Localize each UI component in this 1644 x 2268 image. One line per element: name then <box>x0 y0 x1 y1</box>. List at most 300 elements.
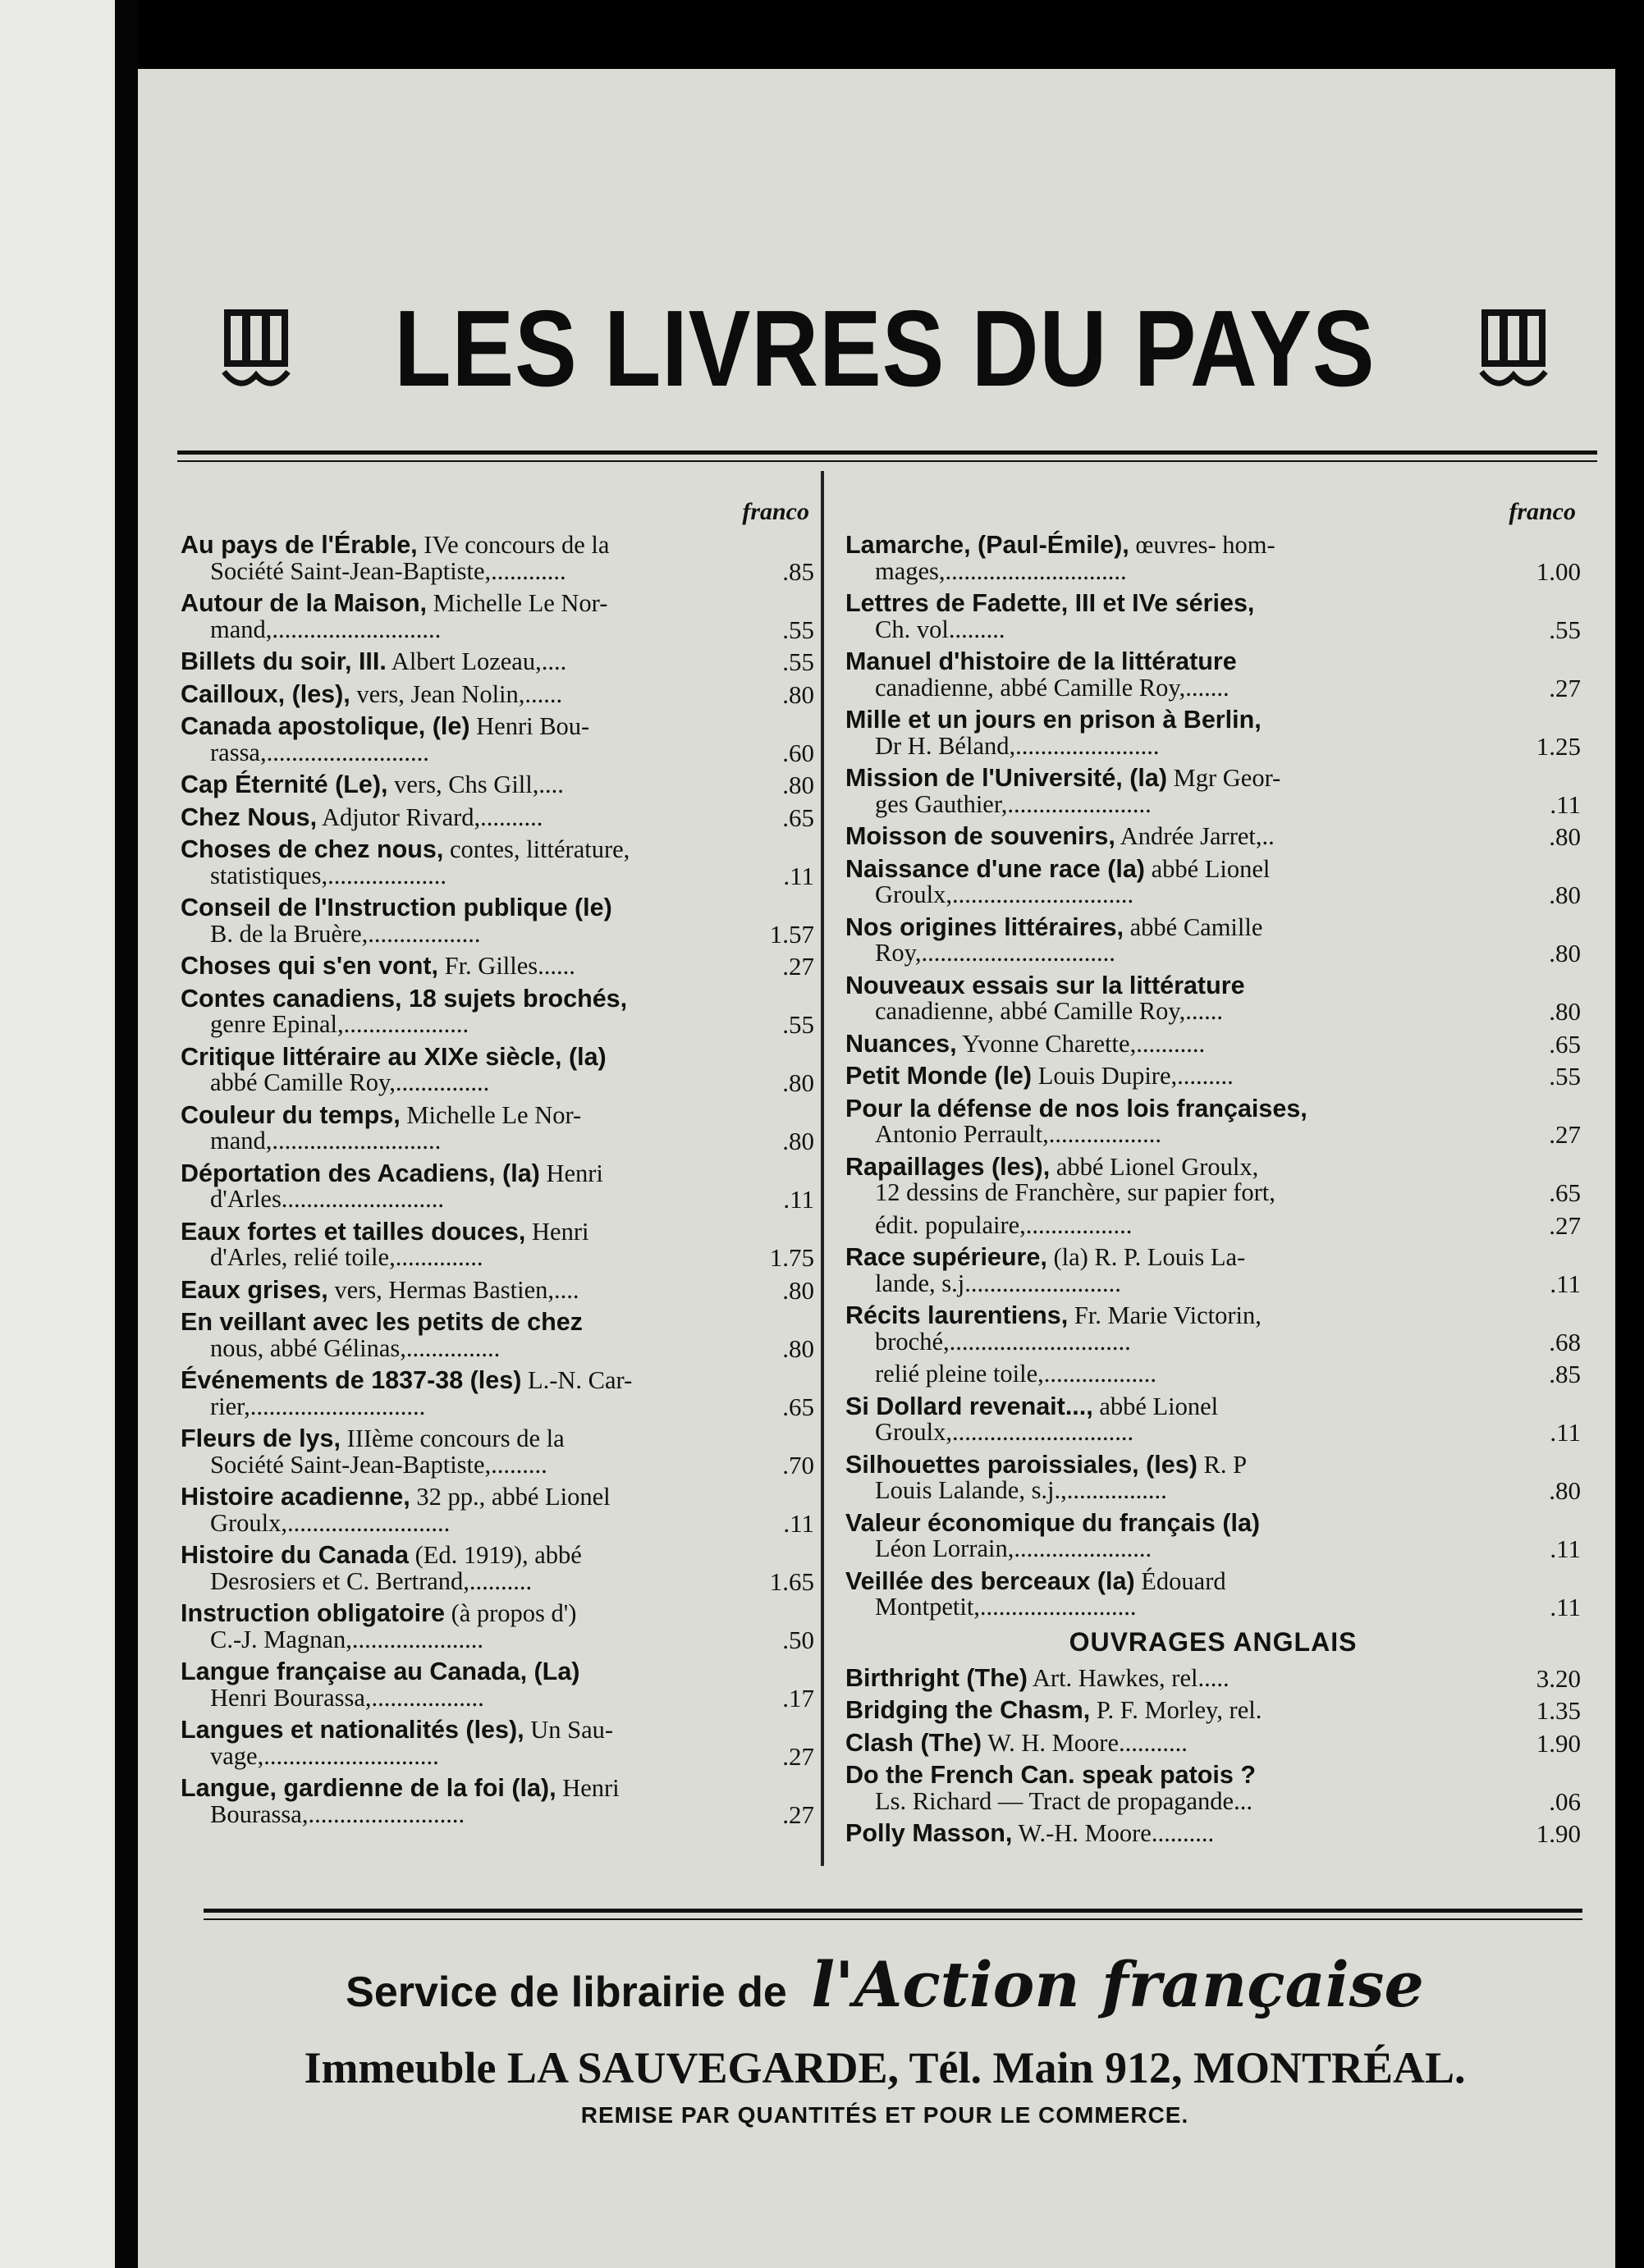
book-entry-text <box>181 649 739 675</box>
book-detail-continued: broché,............................. <box>875 1327 1131 1356</box>
book-detail: vers, Hermas Bastien,.... <box>334 1275 579 1304</box>
book-title: Do the French Can. speak patois ? <box>845 1761 1256 1789</box>
book-title: Manuel d'histoire de la littérature <box>845 647 1237 675</box>
book-detail: L.-N. Car- <box>527 1366 633 1394</box>
book-detail-continued: Dr H. Béland,....................... <box>875 731 1160 760</box>
book-price: 1.90 <box>1536 1819 1581 1848</box>
book-detail-continued: nous, abbé Gélinas,............... <box>210 1333 501 1362</box>
book-entry-text <box>181 1426 739 1478</box>
book-detail: Albert Lozeau,.... <box>391 647 567 675</box>
book-detail-continued: Groulx,.......................... <box>210 1508 451 1537</box>
book-entry-text <box>181 837 739 889</box>
book-entry-text <box>845 824 1505 850</box>
book-detail-continued: d'Arles, relié toile,.............. <box>210 1243 483 1271</box>
book-detail: IVe concours de la <box>424 531 610 559</box>
book-price: .06 <box>1549 1786 1581 1816</box>
book-entry-text <box>845 1728 1505 1757</box>
book-entry-variant <box>845 1210 1581 1240</box>
book-title: Polly Masson, <box>845 1819 1013 1847</box>
book-price: .27 <box>1549 673 1581 702</box>
book-entry <box>845 1566 1581 1621</box>
book-detail-continued: Desrosiers et C. Bertrand,.......... <box>210 1566 533 1595</box>
book-detail: vers, Jean Nolin,...... <box>356 679 563 708</box>
book-entry <box>181 1717 814 1769</box>
book-title: Naissance d'une race (la) <box>845 854 1145 883</box>
right-book-list <box>845 533 1581 1621</box>
book-entry-text <box>181 1042 739 1096</box>
book-entry <box>845 1152 1581 1207</box>
book-detail-continued: statistiques,................... <box>210 861 447 889</box>
book-title: Langue, gardienne de la foi (la), <box>181 1774 556 1802</box>
book-price: .55 <box>782 615 814 644</box>
book-detail: Art. Hawkes, rel..... <box>1032 1663 1230 1692</box>
book-price: .27 <box>782 952 814 981</box>
book-entry-text <box>845 973 1505 1025</box>
book-entry-text <box>181 1659 739 1711</box>
ornament-right-icon <box>1478 303 1549 393</box>
book-price: .27 <box>1549 1120 1581 1149</box>
book-price: .80 <box>1549 880 1581 909</box>
book-entry-text <box>181 802 739 831</box>
book-entry <box>181 1042 814 1097</box>
book-title: Petit Monde (le) <box>845 1062 1033 1090</box>
book-entry <box>181 1543 814 1594</box>
book-price: .11 <box>1550 789 1581 819</box>
book-entry <box>181 1601 814 1653</box>
book-title: Choses de chez nous, <box>181 835 444 863</box>
book-detail: Mgr Geor- <box>1173 764 1281 792</box>
book-price: .80 <box>782 1068 814 1097</box>
book-entry-text <box>181 533 739 584</box>
book-detail: Édouard <box>1141 1566 1226 1595</box>
book-price: .11 <box>1550 1418 1581 1447</box>
book-entry <box>845 912 1581 967</box>
book-detail: œuvres- hom- <box>1135 531 1275 559</box>
book-title: Lamarche, (Paul-Émile), <box>845 531 1129 559</box>
left-book-column <box>181 492 814 1834</box>
book-entry-text <box>845 1763 1505 1814</box>
book-title: Autour de la Maison, <box>181 589 427 617</box>
book-title: En veillant avec les petits de chez <box>181 1308 583 1336</box>
book-entry-text <box>845 1663 1505 1692</box>
book-price: .80 <box>782 1275 814 1305</box>
book-entry <box>845 1508 1581 1563</box>
book-price: .65 <box>782 802 814 832</box>
book-title: Instruction obligatoire <box>181 1599 445 1627</box>
book-entry-text <box>845 1031 1505 1058</box>
book-price: .11 <box>1550 1593 1581 1621</box>
book-detail-continued: vage,............................ <box>210 1741 439 1770</box>
book-title: Au pays de l'Érable, <box>181 531 418 559</box>
book-variant-price: .27 <box>1549 1210 1581 1240</box>
book-price: 3.20 <box>1536 1663 1581 1693</box>
book-entry <box>845 707 1581 759</box>
footer-rule-thin <box>204 1918 1582 1920</box>
book-entry-text <box>181 1100 739 1155</box>
book-price: 1.25 <box>1536 731 1581 761</box>
book-entry <box>181 679 814 709</box>
book-title: Moisson de souvenirs, <box>845 822 1115 850</box>
book-title: Nouveaux essais sur la littérature <box>845 971 1245 999</box>
book-entry <box>845 1031 1581 1058</box>
book-entry <box>845 591 1581 642</box>
book-detail: Louis Dupire,......... <box>1037 1062 1234 1090</box>
book-title: Histoire acadienne, <box>181 1483 410 1511</box>
book-entry-text <box>845 1394 1505 1446</box>
book-entry <box>181 1659 814 1711</box>
book-detail-continued: Groulx,............................. <box>875 1418 1134 1446</box>
book-detail: R. P <box>1203 1450 1248 1479</box>
book-title: Conseil de l'Instruction publique (le) <box>181 894 612 921</box>
book-detail: W. H. Moore........... <box>987 1728 1188 1757</box>
book-detail-continued: B. de la Bruère,.................. <box>210 919 481 948</box>
book-entry-text <box>181 1601 739 1653</box>
book-detail: abbé Lionel Groulx, <box>1056 1152 1259 1181</box>
book-detail-continued: Louis Lalande, s.j.,................ <box>875 1476 1167 1504</box>
book-entry-text <box>845 707 1505 759</box>
book-detail: Henri Bou- <box>476 712 590 740</box>
book-price: .11 <box>1550 1269 1581 1298</box>
book-entry-text <box>845 854 1505 908</box>
price-header: franco <box>742 498 809 525</box>
book-entry-text <box>845 766 1505 817</box>
book-entry <box>181 533 814 584</box>
book-title: Nuances, <box>845 1029 957 1058</box>
book-entry <box>845 1063 1581 1090</box>
book-price: .50 <box>782 1625 814 1654</box>
book-detail-continued: Groulx,............................. <box>875 880 1134 908</box>
book-price: 1.75 <box>769 1243 814 1272</box>
book-title: Événements de 1837-38 (les) <box>181 1366 522 1394</box>
book-detail: Un Sau- <box>530 1716 614 1744</box>
book-entry <box>845 1245 1581 1296</box>
book-title: Couleur du temps, <box>181 1100 401 1129</box>
book-entry <box>181 591 814 642</box>
book-price: 1.65 <box>769 1566 814 1596</box>
footer-brand: l'Action française <box>811 1948 1424 2021</box>
book-price: 1.35 <box>1536 1696 1581 1725</box>
book-entry <box>181 1219 814 1271</box>
book-title: Histoire du Canada <box>181 1541 409 1569</box>
book-detail-continued: canadienne, abbé Camille Roy,....... <box>875 673 1230 702</box>
book-title: Lettres de Fadette, III et IVe séries, <box>845 589 1255 617</box>
column-divider <box>821 471 824 1866</box>
book-price: .65 <box>1549 1029 1581 1059</box>
book-entry <box>845 854 1581 909</box>
book-price: .68 <box>1549 1327 1581 1356</box>
book-entry <box>181 1776 814 1827</box>
book-detail: (la) R. P. Louis La- <box>1053 1243 1246 1271</box>
header-rule-thick <box>177 450 1597 455</box>
book-price: .17 <box>782 1683 814 1712</box>
book-detail-continued: rier,............................ <box>210 1392 426 1420</box>
book-title: Bridging the Chasm, <box>845 1696 1091 1724</box>
book-detail-continued: Ls. Richard — Tract de propagande... <box>875 1786 1252 1815</box>
book-detail: abbé Lionel <box>1151 854 1271 883</box>
book-entry-variant <box>845 1361 1581 1388</box>
footer-service-line <box>171 1948 1599 2021</box>
scan-border <box>1615 0 1644 2268</box>
book-price: .11 <box>1550 1534 1581 1563</box>
book-price: .65 <box>782 1392 814 1421</box>
book-detail: Henri <box>546 1159 603 1187</box>
book-detail-continued: Société Saint-Jean-Baptiste,............ <box>210 556 566 585</box>
book-title: Veillée des berceaux (la) <box>845 1566 1135 1595</box>
book-entry-text <box>845 1821 1505 1847</box>
book-detail-continued: lande, s.j......................... <box>875 1269 1121 1297</box>
book-entry <box>845 533 1581 584</box>
book-title: Si Dollard revenait..., <box>845 1392 1093 1420</box>
book-entry <box>181 895 814 947</box>
book-title: Clash (The) <box>845 1728 982 1757</box>
header-rule-thin <box>177 460 1597 462</box>
book-entry <box>845 1698 1581 1724</box>
book-detail-continued: canadienne, abbé Camille Roy,...... <box>875 997 1224 1025</box>
book-price: 1.00 <box>1536 556 1581 586</box>
english-section-title: OUVRAGES ANGLAIS <box>1069 1626 1358 1657</box>
book-entry-text <box>845 533 1505 584</box>
book-title: Langue française au Canada, (La) <box>181 1658 580 1685</box>
book-price: .80 <box>782 679 814 709</box>
book-title: Pour la défense de nos lois françaises, <box>845 1094 1307 1123</box>
book-title: Cap Éternité (Le), <box>181 770 388 798</box>
book-entry <box>181 1368 814 1420</box>
book-price: .27 <box>782 1741 814 1771</box>
book-entry <box>845 973 1581 1025</box>
page-header <box>171 254 1599 442</box>
book-detail-continued: Henri Bourassa,.................. <box>210 1683 484 1712</box>
book-title: Eaux fortes et tailles douces, <box>181 1217 526 1246</box>
book-title: Billets du soir, III. <box>181 647 387 675</box>
book-title: Cailloux, (les), <box>181 679 350 708</box>
book-title: Mission de l'Université, (la) <box>845 764 1167 792</box>
book-detail-continued: abbé Camille Roy,............... <box>210 1068 490 1096</box>
book-detail: Michelle Le Nor- <box>433 589 608 617</box>
book-detail: Henri <box>562 1774 620 1802</box>
book-detail-continued: d'Arles.......................... <box>210 1185 445 1213</box>
book-entry <box>181 1484 814 1536</box>
book-price: .11 <box>783 861 814 890</box>
book-entry-text <box>181 591 739 642</box>
book-detail-continued: ges Gauthier,....................... <box>875 789 1152 818</box>
book-entry-text <box>845 912 1505 967</box>
book-title: Déportation des Acadiens, (la) <box>181 1159 540 1187</box>
book-entry-text <box>845 1096 1505 1148</box>
book-detail-continued: rassa,.......................... <box>210 738 429 766</box>
book-price: .80 <box>782 1127 814 1155</box>
book-title: Récits laurentiens, <box>845 1301 1069 1329</box>
book-price: 1.57 <box>769 919 814 949</box>
footer-rule-thick <box>204 1909 1582 1913</box>
book-title: Contes canadiens, 18 sujets brochés, <box>181 984 628 1013</box>
book-entry-text <box>845 1303 1505 1355</box>
book-detail: IIIème concours de la <box>346 1424 565 1452</box>
book-price: .55 <box>1549 1062 1581 1091</box>
book-entry <box>181 649 814 675</box>
adjacent-page-edge <box>0 0 115 2268</box>
book-detail: Andrée Jarret,.. <box>1120 822 1275 850</box>
book-detail: abbé Camille <box>1129 912 1263 941</box>
book-detail-continued: Bourassa,......................... <box>210 1799 465 1828</box>
book-price: .55 <box>782 1010 814 1039</box>
book-detail: (Ed. 1919), abbé <box>414 1541 582 1569</box>
book-entry-text <box>181 714 739 766</box>
book-price: .60 <box>782 738 814 767</box>
book-entry <box>845 1096 1581 1148</box>
book-detail-continued: Ch. vol......... <box>875 615 1005 643</box>
book-entry-text <box>181 1717 739 1769</box>
book-entry <box>845 1663 1581 1693</box>
book-entry <box>181 837 814 889</box>
book-title: Valeur économique du français (la) <box>845 1508 1261 1537</box>
book-entry-text <box>181 986 739 1038</box>
book-title: Chez Nous, <box>181 802 318 831</box>
book-title: Rapaillages (les), <box>845 1152 1051 1181</box>
footer-notice: REMISE PAR QUANTITÉS ET POUR LE COMMERCE. <box>580 2102 1189 2128</box>
book-price: .11 <box>783 1508 814 1538</box>
book-detail: Fr. Gilles...... <box>444 952 575 980</box>
book-price: .80 <box>1549 997 1581 1026</box>
book-detail: Michelle Le Nor- <box>406 1100 582 1129</box>
book-entry-text <box>845 1152 1505 1206</box>
book-entry-text <box>181 679 739 708</box>
book-entry-text <box>181 1368 739 1420</box>
book-entry <box>181 986 814 1038</box>
book-detail-continued: Société Saint-Jean-Baptiste,......... <box>210 1450 547 1479</box>
book-title: Fleurs de lys, <box>181 1424 341 1452</box>
book-entry <box>181 953 814 980</box>
book-entry <box>845 766 1581 817</box>
book-price: .80 <box>1549 822 1581 851</box>
book-entry-text <box>181 1484 739 1536</box>
book-entry-text <box>181 1310 739 1361</box>
book-detail: Fr. Marie Victorin, <box>1074 1301 1262 1329</box>
book-detail: (à propos d') <box>451 1599 577 1627</box>
book-price: .80 <box>1549 939 1581 967</box>
right-book-column <box>845 492 1581 1854</box>
book-detail: P. F. Morley, rel. <box>1096 1696 1262 1724</box>
book-entry <box>181 1426 814 1478</box>
book-entry <box>181 1100 814 1155</box>
book-detail-continued: mages,............................. <box>875 556 1127 585</box>
book-detail-continued: genre Epinal,.................... <box>210 1010 469 1038</box>
book-entry <box>181 802 814 832</box>
book-price: .65 <box>1549 1178 1581 1207</box>
book-entry <box>845 1303 1581 1355</box>
book-entry-text <box>181 1776 739 1827</box>
left-book-list <box>181 533 814 1827</box>
book-detail: abbé Lionel <box>1099 1392 1219 1420</box>
book-entry <box>845 1728 1581 1758</box>
book-entry-text <box>845 1063 1505 1090</box>
book-detail: Henri <box>532 1217 589 1246</box>
book-price: .85 <box>782 556 814 586</box>
book-title: Critique littéraire au XIXe siècle, (la) <box>181 1042 607 1071</box>
book-entry <box>845 1821 1581 1847</box>
book-detail: W.-H. Moore.......... <box>1018 1819 1215 1847</box>
book-entry <box>845 1394 1581 1446</box>
book-variant-detail: relié pleine toile,.................. <box>875 1360 1157 1388</box>
page-title: LES LIVRES DU PAYS <box>394 287 1376 409</box>
book-entry-text <box>845 1452 1505 1504</box>
book-entry-text <box>181 772 739 798</box>
book-title: Silhouettes paroissiales, (les) <box>845 1450 1198 1479</box>
book-variant-detail: édit. populaire,................. <box>875 1210 1133 1239</box>
book-detail-continued: Antonio Perrault,.................. <box>875 1120 1162 1148</box>
book-entry-text <box>181 895 739 947</box>
catalog-page <box>138 69 1615 2268</box>
price-header: franco <box>1509 498 1576 525</box>
book-entry-text <box>845 1566 1505 1621</box>
book-entry-text <box>845 649 1505 701</box>
book-entry <box>845 649 1581 701</box>
book-detail-continued: Roy,............................... <box>875 939 1115 967</box>
book-entry-text <box>181 1275 739 1304</box>
book-detail-continued: mand,........................... <box>210 1127 442 1155</box>
book-title: Canada apostolique, (le) <box>181 712 470 740</box>
book-detail-continued: C.-J. Magnan,..................... <box>210 1625 483 1653</box>
book-entry <box>845 1452 1581 1504</box>
book-entry <box>181 1310 814 1361</box>
book-title: Langues et nationalités (les), <box>181 1716 524 1744</box>
book-price: .27 <box>782 1799 814 1829</box>
book-title: Mille et un jours en prison à Berlin, <box>845 706 1262 734</box>
book-entry <box>845 824 1581 850</box>
book-price: .11 <box>783 1185 814 1214</box>
footer-address: Immeuble LA SAUVEGARDE, Tél. Main 912, MONTRÉAL. <box>304 2043 1466 2092</box>
book-title: Birthright (The) <box>845 1663 1028 1692</box>
book-entry-text <box>181 953 739 980</box>
book-detail-continued: Montpetit,......................... <box>875 1593 1137 1621</box>
english-book-list <box>845 1663 1581 1848</box>
book-detail: contes, littérature, <box>449 835 630 863</box>
book-price: .80 <box>1549 1476 1581 1505</box>
book-detail: vers, Chs Gill,.... <box>394 770 564 798</box>
book-entry-text <box>845 591 1505 642</box>
book-detail-continued: Léon Lorrain,...................... <box>875 1534 1152 1562</box>
book-detail: 32 pp., abbé Lionel <box>416 1483 611 1511</box>
book-detail: Adjutor Rivard,.......... <box>322 802 543 831</box>
book-title: Eaux grises, <box>181 1275 328 1304</box>
book-title: Choses qui s'en vont, <box>181 952 438 980</box>
book-entry-text <box>845 1245 1505 1296</box>
footer-service-label: Service de librairie de <box>346 1968 787 2016</box>
book-price: .55 <box>782 647 814 676</box>
book-variant-price: .85 <box>1549 1360 1581 1388</box>
book-title: Nos origines littéraires, <box>845 912 1124 941</box>
book-entry-text <box>845 1508 1505 1562</box>
book-price: 1.90 <box>1536 1728 1581 1758</box>
book-detail: Yvonne Charette,........... <box>962 1029 1206 1058</box>
book-price: .70 <box>782 1450 814 1479</box>
book-entry <box>181 714 814 766</box>
book-entry-text <box>181 1161 739 1213</box>
book-price: .80 <box>782 1333 814 1363</box>
book-entry-text <box>845 1698 1505 1724</box>
book-detail-continued: mand,........................... <box>210 615 442 643</box>
book-entry-text <box>181 1219 739 1271</box>
ornament-left-icon <box>221 303 291 393</box>
book-price: .55 <box>1549 615 1581 644</box>
book-entry-text <box>181 1543 739 1594</box>
book-entry <box>181 1275 814 1305</box>
book-entry <box>845 1763 1581 1814</box>
book-entry <box>181 772 814 798</box>
book-title: Race supérieure, <box>845 1243 1047 1271</box>
page-gutter <box>115 0 138 2268</box>
book-detail-continued: 12 dessins de Franchère, sur papier fort, <box>875 1178 1275 1206</box>
book-entry <box>181 1161 814 1213</box>
